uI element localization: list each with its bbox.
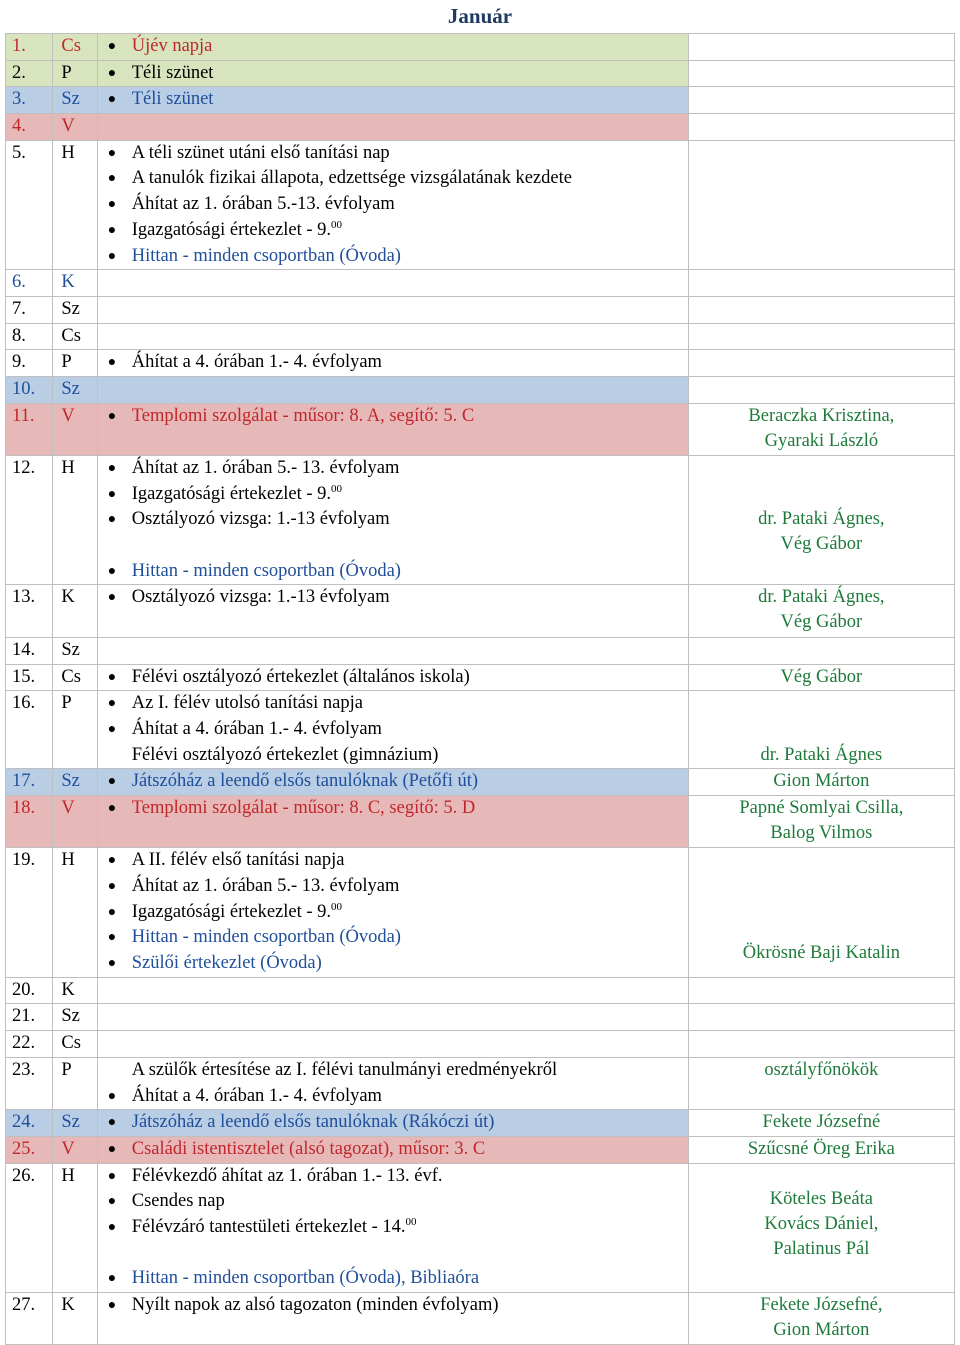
weekday: Cs bbox=[53, 664, 97, 691]
day-number: 12. bbox=[6, 456, 53, 585]
responsible-person: Gyaraki László bbox=[764, 430, 879, 451]
events-cell bbox=[97, 664, 688, 691]
responsible-cell bbox=[688, 691, 954, 769]
event-item: ● Játszóház a leendő elsős tanulóknak (Rákóczi út) bbox=[108, 1110, 688, 1136]
responsible-cell bbox=[688, 60, 954, 87]
weekday: V bbox=[53, 1136, 97, 1163]
event-item: ● Játszóház a leendő elsős tanulóknak (Petőfi út) bbox=[108, 769, 688, 795]
day-number: 5. bbox=[6, 140, 53, 269]
weekday: Sz bbox=[53, 1004, 97, 1031]
responsible-person: Gion Márton bbox=[773, 1320, 870, 1340]
responsible-cell bbox=[688, 977, 954, 1004]
responsible-person: Vég Gábor bbox=[780, 666, 863, 687]
responsible-person: Gion Márton bbox=[773, 771, 870, 792]
day-row bbox=[6, 114, 955, 141]
events-cell bbox=[97, 795, 688, 847]
day-number: 27. bbox=[6, 1293, 53, 1345]
day-number: 18. bbox=[6, 795, 53, 847]
day-number: 21. bbox=[6, 1004, 53, 1031]
day-number: 9. bbox=[6, 350, 53, 377]
event-item: ● Osztályozó vizsga: 1.-13 évfolyam bbox=[108, 507, 688, 533]
day-row bbox=[6, 60, 955, 87]
responsible-cell bbox=[688, 350, 954, 377]
event-item: ● Igazgatósági értekezlet - 9.00 bbox=[108, 482, 688, 508]
weekday: K bbox=[53, 270, 97, 297]
events-cell bbox=[97, 456, 688, 585]
events-cell bbox=[97, 140, 688, 269]
day-row bbox=[6, 769, 955, 796]
responsible-cell bbox=[688, 1057, 954, 1109]
event-item bbox=[108, 611, 688, 637]
day-number: 10. bbox=[6, 376, 53, 403]
weekday: V bbox=[53, 403, 97, 455]
responsible-cell bbox=[688, 296, 954, 323]
day-row bbox=[6, 1110, 955, 1137]
bullet-icon: ● bbox=[107, 930, 117, 946]
responsible-cell bbox=[688, 456, 954, 585]
event-item: ● Hittan - minden csoportban (Óvoda) bbox=[108, 244, 688, 270]
weekday: P bbox=[53, 60, 97, 87]
responsible-person: Beraczka Krisztina, bbox=[748, 405, 895, 426]
event-item: ● Áhítat a 4. órában 1.- 4. évfolyam bbox=[108, 1084, 688, 1110]
day-row bbox=[6, 140, 955, 269]
bullet-icon: ● bbox=[107, 1271, 117, 1287]
weekday: Sz bbox=[53, 637, 97, 664]
bullet-icon: ● bbox=[107, 512, 117, 528]
events-cell bbox=[97, 34, 688, 61]
day-number: 19. bbox=[6, 848, 53, 977]
event-item: ● Az I. félév utolsó tanítási napja bbox=[108, 691, 688, 717]
event-item: ● Áhítat a 4. órában 1.- 4. évfolyam bbox=[108, 350, 688, 376]
bullet-icon: ● bbox=[107, 800, 117, 816]
responsible-person: Vég Gábor bbox=[780, 612, 863, 633]
responsible-cell bbox=[688, 1163, 954, 1292]
weekday: H bbox=[53, 1163, 97, 1292]
responsible-cell bbox=[688, 1136, 954, 1163]
event-item: ● Áhítat az 1. órában 5.-13. évfolyam bbox=[108, 192, 688, 218]
events-cell bbox=[97, 1163, 688, 1292]
day-number: 13. bbox=[6, 585, 53, 637]
event-item bbox=[108, 114, 688, 140]
day-number: 4. bbox=[6, 114, 53, 141]
bullet-icon: ● bbox=[107, 248, 117, 264]
responsible-cell bbox=[688, 1031, 954, 1058]
weekday: P bbox=[53, 691, 97, 769]
day-number: 23. bbox=[6, 1057, 53, 1109]
day-number: 16. bbox=[6, 691, 53, 769]
event-item: ● Áhítat az 1. órában 5.- 13. évfolyam bbox=[108, 456, 688, 482]
event-item bbox=[108, 638, 688, 664]
responsible-cell bbox=[688, 848, 954, 977]
event-item bbox=[108, 429, 688, 455]
bullet-icon: ● bbox=[107, 486, 117, 502]
events-cell bbox=[97, 376, 688, 403]
event-item: ● Áhítat az 1. órában 5.- 13. évfolyam bbox=[108, 874, 688, 900]
responsible-person: dr. Pataki Ágnes bbox=[760, 744, 883, 765]
event-item: ● Templomi szolgálat - műsor: 8. C, segítő: 5. D bbox=[108, 796, 688, 822]
events-cell bbox=[97, 769, 688, 796]
day-row bbox=[6, 848, 955, 977]
weekday: Sz bbox=[53, 87, 97, 114]
event-item: ● Családi istentisztelet (alsó tagozat), műsor: 3. C bbox=[108, 1137, 688, 1163]
day-row bbox=[6, 691, 955, 769]
events-cell bbox=[97, 1057, 688, 1109]
bullet-icon: ● bbox=[107, 956, 117, 972]
events-cell bbox=[97, 585, 688, 637]
bullet-icon: ● bbox=[107, 1298, 117, 1313]
bullet-icon: ● bbox=[107, 590, 117, 606]
event-item: ● Hittan - minden csoportban (Óvoda), Bibliaóra bbox=[108, 1266, 688, 1292]
weekday: Sz bbox=[53, 296, 97, 323]
events-cell bbox=[97, 977, 688, 1004]
responsible-person: Kovács Dániel, bbox=[764, 1213, 879, 1234]
day-number: 26. bbox=[6, 1163, 53, 1292]
day-number: 25. bbox=[6, 1136, 53, 1163]
responsible-person: Szűcsné Öreg Erika bbox=[747, 1138, 895, 1159]
weekday: H bbox=[53, 848, 97, 977]
day-number: 15. bbox=[6, 664, 53, 691]
day-row bbox=[6, 270, 955, 297]
weekday: Cs bbox=[53, 323, 97, 350]
bullet-icon: ● bbox=[107, 1115, 117, 1131]
events-cell bbox=[97, 1110, 688, 1137]
event-item bbox=[108, 1004, 688, 1030]
responsible-cell bbox=[688, 114, 954, 141]
events-cell bbox=[97, 691, 688, 769]
bullet-icon: ● bbox=[107, 92, 117, 108]
bullet-icon: ● bbox=[107, 1219, 117, 1235]
responsible-person: Papné Somlyai Csilla, bbox=[739, 797, 904, 818]
event-item: ● Téli szünet bbox=[108, 87, 688, 113]
weekday: Sz bbox=[53, 1110, 97, 1137]
event-item: ● Csendes nap bbox=[108, 1189, 688, 1215]
events-cell bbox=[97, 1031, 688, 1058]
responsible-cell bbox=[688, 664, 954, 691]
event-item: ● Hittan - minden csoportban (Óvoda) bbox=[108, 925, 688, 951]
event-item: ● Igazgatósági értekezlet - 9.00 bbox=[108, 900, 688, 926]
event-item: ● A tanulók fizikai állapota, edzettsége vizsgálatának kezdete bbox=[108, 166, 688, 192]
event-item: Félévi osztályozó értekezlet (gimnázium) bbox=[131, 744, 439, 765]
events-cell bbox=[97, 270, 688, 297]
event-item: ● Templomi szolgálat - műsor: 8. A, segítő: 5. C bbox=[108, 404, 688, 430]
day-row bbox=[6, 87, 955, 114]
bullet-icon: ● bbox=[107, 461, 117, 476]
event-item bbox=[108, 297, 688, 323]
bullet-icon: ● bbox=[107, 145, 117, 161]
weekday: V bbox=[53, 795, 97, 847]
schedule-table bbox=[5, 33, 955, 1345]
event-item: ● Hittan - minden csoportban (Óvoda) bbox=[108, 559, 688, 585]
responsible-cell bbox=[688, 1110, 954, 1137]
day-row bbox=[6, 664, 955, 691]
event-item: ● Szülői értekezlet (Óvoda) bbox=[108, 951, 688, 977]
weekday: H bbox=[53, 456, 97, 585]
responsible-person: Fekete Józsefné bbox=[762, 1112, 881, 1133]
day-number: 6. bbox=[6, 270, 53, 297]
day-row bbox=[6, 376, 955, 403]
day-number: 22. bbox=[6, 1031, 53, 1058]
event-item bbox=[108, 533, 688, 559]
bullet-icon: ● bbox=[107, 879, 117, 894]
responsible-person: Balog Vilmos bbox=[770, 822, 873, 843]
bullet-icon: ● bbox=[107, 1168, 117, 1184]
responsible-person: osztályfőnökök bbox=[764, 1059, 879, 1080]
event-item bbox=[108, 978, 688, 1004]
day-row bbox=[6, 1136, 955, 1163]
day-row bbox=[6, 1163, 955, 1292]
weekday: Cs bbox=[53, 34, 97, 61]
events-cell bbox=[97, 296, 688, 323]
responsible-cell bbox=[688, 376, 954, 403]
event-item: ● Nyílt napok az alsó tagozaton (minden évfolyam) bbox=[108, 1293, 688, 1319]
bullet-icon: ● bbox=[107, 197, 117, 213]
event-item bbox=[108, 1241, 688, 1267]
event-item: ● Osztályozó vizsga: 1.-13 évfolyam bbox=[108, 585, 688, 611]
events-cell bbox=[97, 323, 688, 350]
day-row bbox=[6, 637, 955, 664]
event-item bbox=[108, 822, 688, 848]
event-item bbox=[108, 1319, 688, 1345]
bullet-icon: ● bbox=[107, 721, 117, 737]
event-item: ● Igazgatósági értekezlet - 9.00 bbox=[108, 218, 688, 244]
bullet-icon: ● bbox=[107, 669, 117, 685]
day-row bbox=[6, 403, 955, 455]
weekday: K bbox=[53, 585, 97, 637]
events-cell bbox=[97, 87, 688, 114]
weekday: K bbox=[53, 1293, 97, 1345]
bullet-icon: ● bbox=[107, 563, 117, 579]
bullet-icon: ● bbox=[107, 1194, 117, 1210]
day-row bbox=[6, 296, 955, 323]
responsible-person: dr. Pataki Ágnes, bbox=[758, 509, 885, 530]
day-row bbox=[6, 1293, 955, 1345]
responsible-person: Köteles Beáta bbox=[769, 1188, 873, 1209]
responsible-cell bbox=[688, 795, 954, 847]
weekday: P bbox=[53, 1057, 97, 1109]
bullet-icon: ● bbox=[107, 39, 117, 54]
responsible-person: dr. Pataki Ágnes, bbox=[758, 587, 885, 608]
day-row bbox=[6, 977, 955, 1004]
day-number: 24. bbox=[6, 1110, 53, 1137]
responsible-cell bbox=[688, 1004, 954, 1031]
day-number: 11. bbox=[6, 403, 53, 455]
weekday: V bbox=[53, 114, 97, 141]
event-item: ● Téli szünet bbox=[108, 61, 688, 87]
event-item: A szülők értesítése az I. félévi tanulmányi eredményekről bbox=[131, 1059, 558, 1080]
day-row bbox=[6, 456, 955, 585]
weekday: Sz bbox=[53, 769, 97, 796]
day-number: 8. bbox=[6, 323, 53, 350]
weekday: P bbox=[53, 350, 97, 377]
responsible-cell bbox=[688, 87, 954, 114]
responsible-cell bbox=[688, 270, 954, 297]
responsible-cell bbox=[688, 140, 954, 269]
responsible-cell bbox=[688, 323, 954, 350]
events-cell bbox=[97, 403, 688, 455]
weekday: H bbox=[53, 140, 97, 269]
weekday: K bbox=[53, 977, 97, 1004]
bullet-icon: ● bbox=[107, 774, 117, 790]
day-row bbox=[6, 1004, 955, 1031]
responsible-cell bbox=[688, 585, 954, 637]
bullet-icon: ● bbox=[107, 171, 117, 187]
day-number: 1. bbox=[6, 34, 53, 61]
events-cell bbox=[97, 1293, 688, 1345]
event-item: ● Félévkezdő áhítat az 1. órában 1.- 13. évf. bbox=[108, 1164, 688, 1190]
day-number: 17. bbox=[6, 769, 53, 796]
day-row bbox=[6, 1057, 955, 1109]
responsible-cell bbox=[688, 1293, 954, 1345]
responsible-cell bbox=[688, 403, 954, 455]
event-item bbox=[108, 324, 688, 350]
bullet-icon: ● bbox=[107, 853, 117, 869]
event-item bbox=[108, 270, 688, 296]
day-number: 20. bbox=[6, 977, 53, 1004]
responsible-cell bbox=[688, 769, 954, 796]
event-item: ● Félévzáró tantestületi értekezlet - 14.00 bbox=[108, 1215, 688, 1241]
day-row bbox=[6, 323, 955, 350]
day-number: 7. bbox=[6, 296, 53, 323]
day-row bbox=[6, 585, 955, 637]
events-cell bbox=[97, 1136, 688, 1163]
events-cell bbox=[97, 637, 688, 664]
day-number: 14. bbox=[6, 637, 53, 664]
responsible-person: Vég Gábor bbox=[780, 534, 863, 555]
responsible-cell bbox=[688, 637, 954, 664]
event-item: ● A téli szünet utáni első tanítási nap bbox=[108, 141, 688, 167]
bullet-icon: ● bbox=[107, 222, 117, 238]
bullet-icon: ● bbox=[107, 1141, 117, 1157]
event-item: ● A II. félév első tanítási napja bbox=[108, 848, 688, 874]
event-item: ● Újév napja bbox=[108, 34, 688, 60]
bullet-icon: ● bbox=[107, 355, 117, 371]
bullet-icon: ● bbox=[107, 65, 117, 81]
day-row bbox=[6, 350, 955, 377]
day-row bbox=[6, 795, 955, 847]
events-cell bbox=[97, 114, 688, 141]
events-cell bbox=[97, 848, 688, 977]
responsible-person: Palatinus Pál bbox=[773, 1238, 870, 1259]
bullet-icon: ● bbox=[107, 408, 117, 424]
day-number: 2. bbox=[6, 60, 53, 87]
event-item bbox=[108, 377, 688, 403]
events-cell bbox=[97, 350, 688, 377]
event-item: ● Félévi osztályozó értekezlet (általános iskola) bbox=[108, 665, 688, 691]
bullet-icon: ● bbox=[107, 904, 117, 920]
month-title: Január bbox=[447, 4, 513, 28]
day-row bbox=[6, 34, 955, 61]
events-cell bbox=[97, 1004, 688, 1031]
day-number: 3. bbox=[6, 87, 53, 114]
weekday: Sz bbox=[53, 376, 97, 403]
day-row bbox=[6, 1031, 955, 1058]
responsible-cell bbox=[688, 34, 954, 61]
bullet-icon: ● bbox=[107, 1088, 117, 1104]
weekday: Cs bbox=[53, 1031, 97, 1058]
events-cell bbox=[97, 60, 688, 87]
responsible-person: Fekete Józsefné, bbox=[760, 1295, 883, 1315]
bullet-icon: ● bbox=[107, 696, 117, 712]
event-item bbox=[108, 1031, 688, 1057]
responsible-person: Ökrösné Baji Katalin bbox=[742, 942, 900, 963]
event-item: ● Áhítat a 4. órában 1.- 4. évfolyam bbox=[108, 717, 688, 743]
